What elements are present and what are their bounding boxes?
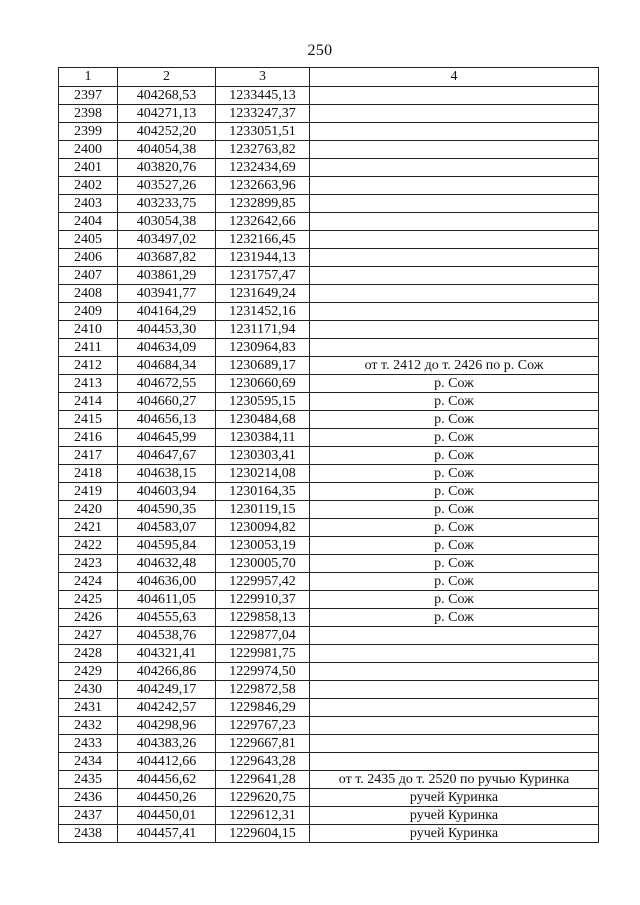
table-row [59, 411, 599, 429]
table-row [59, 537, 599, 555]
cell-point-number: 2406 [59, 249, 118, 267]
cell-description [310, 159, 599, 177]
cell-description [310, 195, 599, 213]
table-body [59, 87, 599, 843]
table-row [59, 285, 599, 303]
table-row [59, 501, 599, 519]
cell-description [310, 699, 599, 717]
cell-description [310, 717, 599, 735]
cell-x-coordinate: 404457,41 [118, 825, 216, 843]
table-row [59, 717, 599, 735]
cell-x-coordinate: 404268,53 [118, 87, 216, 105]
cell-y-coordinate: 1229667,81 [216, 735, 310, 753]
cell-point-number: 2433 [59, 735, 118, 753]
cell-y-coordinate: 1231649,24 [216, 285, 310, 303]
cell-x-coordinate: 404266,86 [118, 663, 216, 681]
cell-point-number: 2400 [59, 141, 118, 159]
cell-y-coordinate: 1229877,04 [216, 627, 310, 645]
cell-x-coordinate: 404321,41 [118, 645, 216, 663]
cell-point-number: 2408 [59, 285, 118, 303]
cell-y-coordinate: 1229767,23 [216, 717, 310, 735]
cell-y-coordinate: 1229604,15 [216, 825, 310, 843]
page-number: 250 [307, 42, 333, 59]
table-header-row [59, 68, 599, 87]
cell-y-coordinate: 1229641,28 [216, 771, 310, 789]
cell-y-coordinate: 1230384,11 [216, 429, 310, 447]
cell-y-coordinate: 1230164,35 [216, 483, 310, 501]
cell-point-number: 2424 [59, 573, 118, 591]
cell-y-coordinate: 1230005,70 [216, 555, 310, 573]
cell-point-number: 2429 [59, 663, 118, 681]
table-row [59, 681, 599, 699]
table-row [59, 303, 599, 321]
cell-point-number: 2436 [59, 789, 118, 807]
table-row [59, 447, 599, 465]
cell-y-coordinate: 1230595,15 [216, 393, 310, 411]
cell-description [310, 627, 599, 645]
cell-y-coordinate: 1229858,13 [216, 609, 310, 627]
cell-description [310, 339, 599, 357]
cell-description [310, 267, 599, 285]
cell-x-coordinate: 404634,09 [118, 339, 216, 357]
cell-x-coordinate: 404450,01 [118, 807, 216, 825]
table-row [59, 159, 599, 177]
cell-x-coordinate: 404249,17 [118, 681, 216, 699]
cell-y-coordinate: 1231452,16 [216, 303, 310, 321]
cell-description [310, 177, 599, 195]
coordinates-table [58, 67, 599, 843]
table-row [59, 87, 599, 105]
cell-y-coordinate: 1230094,82 [216, 519, 310, 537]
cell-point-number: 2413 [59, 375, 118, 393]
cell-y-coordinate: 1230119,15 [216, 501, 310, 519]
cell-x-coordinate: 403687,82 [118, 249, 216, 267]
cell-point-number: 2415 [59, 411, 118, 429]
table-row [59, 591, 599, 609]
cell-x-coordinate: 404645,99 [118, 429, 216, 447]
cell-x-coordinate: 404583,07 [118, 519, 216, 537]
cell-y-coordinate: 1229910,37 [216, 591, 310, 609]
cell-x-coordinate: 404242,57 [118, 699, 216, 717]
cell-description [310, 285, 599, 303]
cell-x-coordinate: 403497,02 [118, 231, 216, 249]
cell-description [310, 213, 599, 231]
cell-point-number: 2420 [59, 501, 118, 519]
cell-x-coordinate: 404595,84 [118, 537, 216, 555]
cell-y-coordinate: 1230214,08 [216, 465, 310, 483]
cell-description: от т. 2412 до т. 2426 по р. Сож [310, 357, 599, 375]
cell-x-coordinate: 404656,13 [118, 411, 216, 429]
table-row [59, 177, 599, 195]
cell-x-coordinate: 404164,29 [118, 303, 216, 321]
cell-x-coordinate: 404054,38 [118, 141, 216, 159]
cell-y-coordinate: 1229872,58 [216, 681, 310, 699]
table-row [59, 267, 599, 285]
cell-point-number: 2416 [59, 429, 118, 447]
table-row [59, 141, 599, 159]
cell-y-coordinate: 1229974,50 [216, 663, 310, 681]
cell-description: р. Сож [310, 537, 599, 555]
cell-x-coordinate: 404450,26 [118, 789, 216, 807]
column-header-y: 3 [216, 68, 310, 87]
cell-description [310, 681, 599, 699]
cell-x-coordinate: 404412,66 [118, 753, 216, 771]
table-row [59, 123, 599, 141]
table-row [59, 465, 599, 483]
cell-point-number: 2417 [59, 447, 118, 465]
cell-point-number: 2412 [59, 357, 118, 375]
column-header-point: 1 [59, 68, 118, 87]
cell-x-coordinate: 404555,63 [118, 609, 216, 627]
table-row [59, 321, 599, 339]
cell-point-number: 2401 [59, 159, 118, 177]
column-header-x: 2 [118, 68, 216, 87]
cell-point-number: 2410 [59, 321, 118, 339]
cell-description: р. Сож [310, 501, 599, 519]
cell-point-number: 2428 [59, 645, 118, 663]
cell-x-coordinate: 404638,15 [118, 465, 216, 483]
cell-point-number: 2414 [59, 393, 118, 411]
cell-description: р. Сож [310, 555, 599, 573]
cell-y-coordinate: 1231944,13 [216, 249, 310, 267]
cell-description: р. Сож [310, 393, 599, 411]
cell-x-coordinate: 404632,48 [118, 555, 216, 573]
cell-description: р. Сож [310, 591, 599, 609]
cell-description [310, 321, 599, 339]
table-row [59, 735, 599, 753]
table-row [59, 825, 599, 843]
cell-point-number: 2409 [59, 303, 118, 321]
cell-y-coordinate: 1229620,75 [216, 789, 310, 807]
cell-y-coordinate: 1229846,29 [216, 699, 310, 717]
table-row [59, 645, 599, 663]
cell-x-coordinate: 404647,67 [118, 447, 216, 465]
cell-point-number: 2418 [59, 465, 118, 483]
cell-description [310, 87, 599, 105]
cell-point-number: 2435 [59, 771, 118, 789]
cell-point-number: 2426 [59, 609, 118, 627]
cell-x-coordinate: 404590,35 [118, 501, 216, 519]
cell-y-coordinate: 1230660,69 [216, 375, 310, 393]
table-row [59, 249, 599, 267]
cell-x-coordinate: 404383,26 [118, 735, 216, 753]
cell-description [310, 735, 599, 753]
table-row [59, 393, 599, 411]
table-row [59, 573, 599, 591]
cell-x-coordinate: 404252,20 [118, 123, 216, 141]
cell-x-coordinate: 404611,05 [118, 591, 216, 609]
cell-description [310, 663, 599, 681]
cell-description [310, 231, 599, 249]
table-row [59, 789, 599, 807]
cell-x-coordinate: 404298,96 [118, 717, 216, 735]
cell-x-coordinate: 404684,34 [118, 357, 216, 375]
cell-point-number: 2405 [59, 231, 118, 249]
cell-description: р. Сож [310, 447, 599, 465]
cell-description: ручей Куринка [310, 807, 599, 825]
table-row [59, 753, 599, 771]
cell-y-coordinate: 1232763,82 [216, 141, 310, 159]
cell-y-coordinate: 1230964,83 [216, 339, 310, 357]
cell-x-coordinate: 404456,62 [118, 771, 216, 789]
cell-x-coordinate: 404271,13 [118, 105, 216, 123]
cell-description [310, 303, 599, 321]
cell-point-number: 2399 [59, 123, 118, 141]
table-row [59, 663, 599, 681]
table-row [59, 609, 599, 627]
cell-y-coordinate: 1230484,68 [216, 411, 310, 429]
cell-x-coordinate: 404660,27 [118, 393, 216, 411]
cell-y-coordinate: 1231757,47 [216, 267, 310, 285]
cell-point-number: 2407 [59, 267, 118, 285]
cell-y-coordinate: 1233051,51 [216, 123, 310, 141]
cell-point-number: 2397 [59, 87, 118, 105]
table-row [59, 357, 599, 375]
cell-y-coordinate: 1233247,37 [216, 105, 310, 123]
cell-point-number: 2402 [59, 177, 118, 195]
cell-description [310, 105, 599, 123]
cell-x-coordinate: 403941,77 [118, 285, 216, 303]
table-row [59, 483, 599, 501]
cell-point-number: 2434 [59, 753, 118, 771]
cell-y-coordinate: 1233445,13 [216, 87, 310, 105]
cell-y-coordinate: 1230303,41 [216, 447, 310, 465]
cell-point-number: 2403 [59, 195, 118, 213]
cell-y-coordinate: 1232166,45 [216, 231, 310, 249]
cell-point-number: 2398 [59, 105, 118, 123]
cell-y-coordinate: 1229957,42 [216, 573, 310, 591]
cell-x-coordinate: 403820,76 [118, 159, 216, 177]
cell-description: р. Сож [310, 429, 599, 447]
cell-description: ручей Куринка [310, 789, 599, 807]
cell-y-coordinate: 1229643,28 [216, 753, 310, 771]
cell-point-number: 2423 [59, 555, 118, 573]
cell-y-coordinate: 1232663,96 [216, 177, 310, 195]
cell-point-number: 2411 [59, 339, 118, 357]
cell-point-number: 2425 [59, 591, 118, 609]
cell-x-coordinate: 404636,00 [118, 573, 216, 591]
cell-description [310, 645, 599, 663]
table-row [59, 339, 599, 357]
cell-description [310, 753, 599, 771]
cell-point-number: 2421 [59, 519, 118, 537]
cell-description [310, 141, 599, 159]
cell-y-coordinate: 1230053,19 [216, 537, 310, 555]
cell-description: р. Сож [310, 519, 599, 537]
table-row [59, 429, 599, 447]
cell-x-coordinate: 404672,55 [118, 375, 216, 393]
cell-description: р. Сож [310, 483, 599, 501]
cell-y-coordinate: 1231171,94 [216, 321, 310, 339]
cell-point-number: 2437 [59, 807, 118, 825]
table-row [59, 807, 599, 825]
cell-description: р. Сож [310, 465, 599, 483]
cell-x-coordinate: 404453,30 [118, 321, 216, 339]
cell-point-number: 2430 [59, 681, 118, 699]
table-row [59, 105, 599, 123]
table-row [59, 771, 599, 789]
column-header-description: 4 [310, 68, 599, 87]
table-row [59, 231, 599, 249]
cell-point-number: 2432 [59, 717, 118, 735]
cell-x-coordinate: 403527,26 [118, 177, 216, 195]
table-row [59, 519, 599, 537]
cell-description: ручей Куринка [310, 825, 599, 843]
table-row [59, 555, 599, 573]
cell-description [310, 249, 599, 267]
cell-point-number: 2431 [59, 699, 118, 717]
cell-description: р. Сож [310, 375, 599, 393]
cell-y-coordinate: 1232434,69 [216, 159, 310, 177]
cell-y-coordinate: 1230689,17 [216, 357, 310, 375]
cell-description: от т. 2435 до т. 2520 по ручью Куринка [310, 771, 599, 789]
table-row [59, 195, 599, 213]
table-row [59, 213, 599, 231]
cell-x-coordinate: 404603,94 [118, 483, 216, 501]
cell-description: р. Сож [310, 573, 599, 591]
cell-point-number: 2404 [59, 213, 118, 231]
cell-y-coordinate: 1229612,31 [216, 807, 310, 825]
cell-point-number: 2419 [59, 483, 118, 501]
table-row [59, 627, 599, 645]
cell-x-coordinate: 403054,38 [118, 213, 216, 231]
cell-y-coordinate: 1229981,75 [216, 645, 310, 663]
cell-point-number: 2422 [59, 537, 118, 555]
cell-description [310, 123, 599, 141]
cell-x-coordinate: 403861,29 [118, 267, 216, 285]
cell-x-coordinate: 403233,75 [118, 195, 216, 213]
cell-description: р. Сож [310, 609, 599, 627]
cell-x-coordinate: 404538,76 [118, 627, 216, 645]
cell-description: р. Сож [310, 411, 599, 429]
table-row [59, 699, 599, 717]
cell-y-coordinate: 1232642,66 [216, 213, 310, 231]
cell-y-coordinate: 1232899,85 [216, 195, 310, 213]
cell-point-number: 2438 [59, 825, 118, 843]
cell-point-number: 2427 [59, 627, 118, 645]
table-row [59, 375, 599, 393]
